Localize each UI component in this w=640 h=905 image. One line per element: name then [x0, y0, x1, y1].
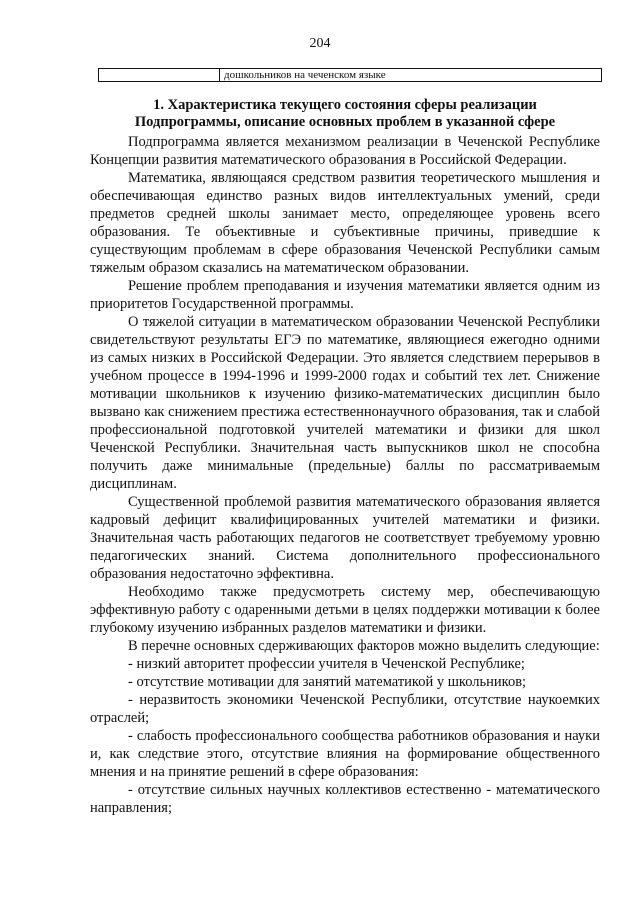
- list-item-factor: - отсутствие сильных научных коллективов естественно - математического направления;: [90, 782, 600, 816]
- section-heading-line-1: 1. Характеристика текущего состояния сферы реализации: [153, 97, 537, 113]
- paragraph-exam-results: О тяжелой ситуации в математическом образовании Чеченской Республики свидетельствуют результаты ЕГЭ по математике, являющиеся ежегодно одними из самых низких в Российской Федерации. Это является следствием перерывов в учебном процессе в 1994-1996 и 1999-2000 годах и событий тех лет. Снижение мотивации школьников к изучению физико-математических дисциплин было вызвано как снижением престижа естественнонаучного образования, так и слабой профессиональной подготовкой учителей математики и физики для школ Чеченской Республики. Значительная часть выпускников школ не способна получить даже минимальные (предельные) баллы по рассматриваемым дисциплинам.: [90, 314, 600, 492]
- paragraph-priority: Решение проблем преподавания и изучения математики является одним из приоритетов Государственной программы.: [90, 278, 600, 312]
- list-item-factor: - низкий авторитет профессии учителя в Чеченской Республике;: [128, 656, 525, 672]
- table-fragment: [98, 68, 602, 82]
- list-item-factor: - отсутствие мотивации для занятий математикой у школьников;: [128, 674, 527, 690]
- paragraph-mechanism: Подпрограмма является механизмом реализации в Чеченской Республике Концепции развития математического образования в Российской Федерации.: [90, 134, 600, 168]
- table-cell-text: дошкольников на чеченском языке: [224, 69, 386, 81]
- list-item-factor: - неразвитость экономики Чеченской Республики, отсутствие наукоемких отраслей;: [90, 692, 600, 726]
- paragraph-staff-deficit: Существенной проблемой развития математического образования является кадровый дефицит квалифицированных учителей математики и физики. Значительная часть работающих педагогов не соответствует требуемому уровню педагогических знаний. Система дополнительного профессионального образования недостаточно эффективна.: [90, 494, 600, 582]
- page-number: 204: [309, 36, 331, 51]
- list-item-factor: - слабость профессионального сообщества работников образования и науки и, как следствие этого, отсутствие влияния на формирование общественного мнения и на принятие решений в сфере образования:: [90, 728, 600, 780]
- body-text: [90, 133, 600, 817]
- section-heading-line-2: Подпрограммы, описание основных проблем в указанной сфере: [134, 114, 556, 130]
- paragraph-mathematics: Математика, являющаяся средством развития теоретического мышления и обеспечивающая единство разных видов интеллектуальных умений, среди предметов средней школы занимает место, определяющее уровень всего образования. Те объективные и субъективные причины, приведшие к существующим проблемам в сфере образования Чеченской Республики самым тяжелым образом сказались на математическом образовании.: [90, 170, 600, 276]
- table-cell-empty: [99, 69, 220, 81]
- paragraph-factors-intro: В перечне основных сдерживающих факторов можно выделить следующие:: [128, 638, 600, 654]
- paragraph-gifted-children: Необходимо также предусмотреть систему мер, обеспечивающую эффективную работу с одаренными детьми в целях поддержки мотивации к более глубокому изучению избранных разделов математики и физики.: [90, 584, 600, 636]
- section-heading: [90, 97, 600, 131]
